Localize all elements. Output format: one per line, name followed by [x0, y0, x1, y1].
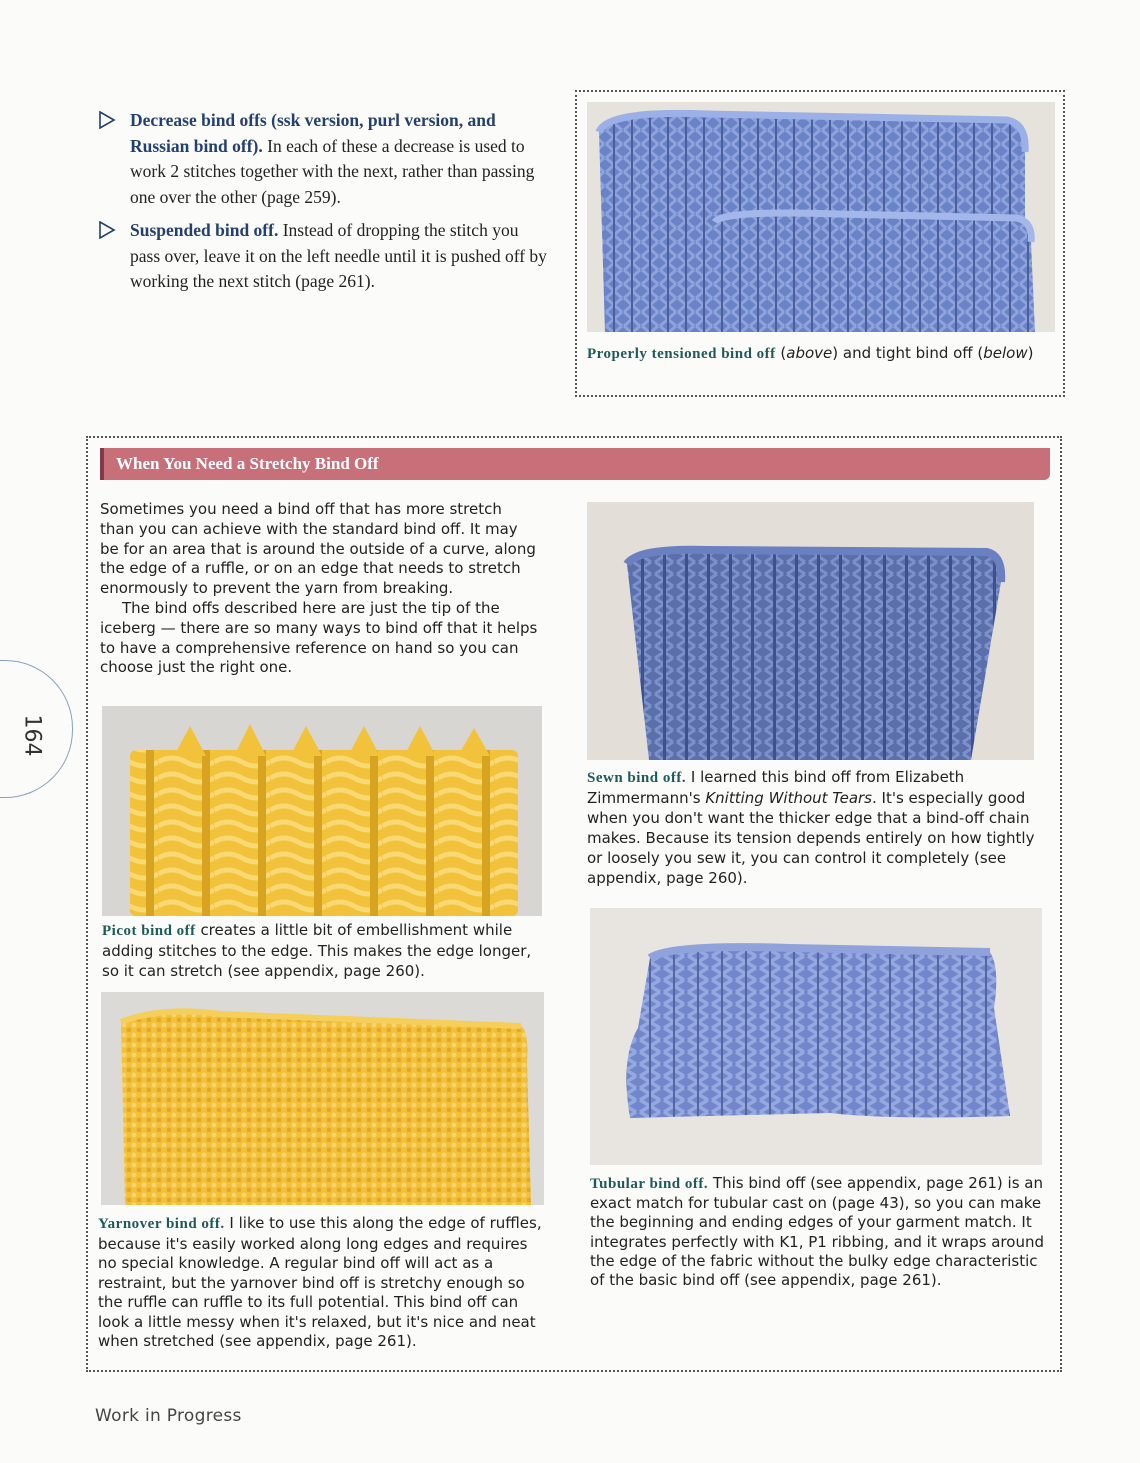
yarnover-photo — [101, 992, 544, 1205]
caption-heading: Yarnover bind off. — [98, 1216, 225, 1232]
caption-text: I like to use this along the edge of ruffles, because it's easily worked along long edges and requires no special knowledge. A regular bind off will act as a restraint, but the yarnover bind off is stretchy enough so the ruffle can ruffle to its full potential. This bind off can look a little messy when it's relaxed, but it's nice and neat when stretched (see appendix, page 261). — [98, 1214, 542, 1350]
caption-text: This bind off (see appendix, page 261) is an exact match for tubular cast on (page 43), so you can make the beginning and ending edges of your garment match. It integrates perfectly with K1, P1 ribbing, and it wraps around the edge of the fabric without the bulky edge characteristic of the basic bind off (see appendix, page 261). — [590, 1174, 1044, 1290]
caption-heading: Sewn bind off. — [587, 770, 687, 786]
running-footer: Work in Progress — [95, 1406, 242, 1426]
intro-paragraph: The bind offs described here are just the tip of the iceberg — there are so many ways to bind off that it helps to have a comprehensive reference on hand so you can choose just the right one. — [100, 598, 538, 677]
sidebar-intro — [100, 500, 540, 678]
page-number: 164 — [19, 714, 45, 757]
sewn-photo — [587, 502, 1034, 760]
caption-heading: Tubular bind off. — [590, 1176, 709, 1192]
blue-bind-off-photo — [587, 102, 1055, 332]
bullet-item — [98, 108, 548, 210]
caption-heading: Picot bind off — [102, 923, 196, 939]
caption-text: . It's especially good when you don't want the thicker edge that a bind-off chain makes. Because its tension depends entirely on how tightly or loosely you sew it, you can control it completely (see appendix, page 260). — [587, 789, 1035, 887]
bullet-heading: Suspended bind off. — [130, 220, 279, 240]
sewn-caption — [587, 767, 1047, 888]
picot-caption — [102, 920, 542, 981]
top-figure-caption: Properly tensioned bind off (above) and tight bind off (below) — [587, 344, 1034, 362]
bullet-item — [98, 218, 548, 295]
triangle-bullet-icon — [98, 111, 116, 129]
bullet-heading: Decrease bind offs (ssk version, purl version, and Russian bind off). — [130, 110, 496, 156]
picot-photo — [102, 706, 542, 916]
caption-heading: Properly tensioned bind off — [587, 346, 776, 362]
caption-text: and tight bind off — [838, 344, 973, 362]
intro-paragraph: Sometimes you need a bind off that has more stretch than you can achieve with the standard bind off. It may be for an area that is around the outside of a curve, along the edge of a ruffle, or on an edge that needs to stretch enormously to prevent the yarn from breaking. — [100, 500, 536, 598]
yarnover-caption — [98, 1214, 544, 1352]
tubular-photo — [590, 908, 1042, 1165]
triangle-bullet-icon — [98, 221, 116, 239]
bullet-list — [98, 108, 548, 303]
caption-text: creates a little bit of embellishment while adding stitches to the edge. This makes the edge longer, so it can stretch (see appendix, page 260). — [102, 921, 532, 980]
sidebar-title: When You Need a Stretchy Bind Off — [100, 448, 1050, 480]
caption-below: below — [983, 344, 1028, 362]
caption-above: above — [786, 344, 833, 362]
caption-text: I learned this bind off from Elizabeth Zimmermann's — [587, 768, 965, 807]
bullet-text: In each of these a decrease is used to work 2 stitches together with the next, rather than passing one over the other (page 259). — [130, 135, 535, 207]
tubular-caption — [590, 1174, 1050, 1290]
book-title: Knitting Without Tears — [705, 789, 872, 807]
bullet-text: Instead of dropping the stitch you pass over, leave it on the left needle until it is pushed off by working the next stitch (page 261). — [130, 220, 547, 291]
